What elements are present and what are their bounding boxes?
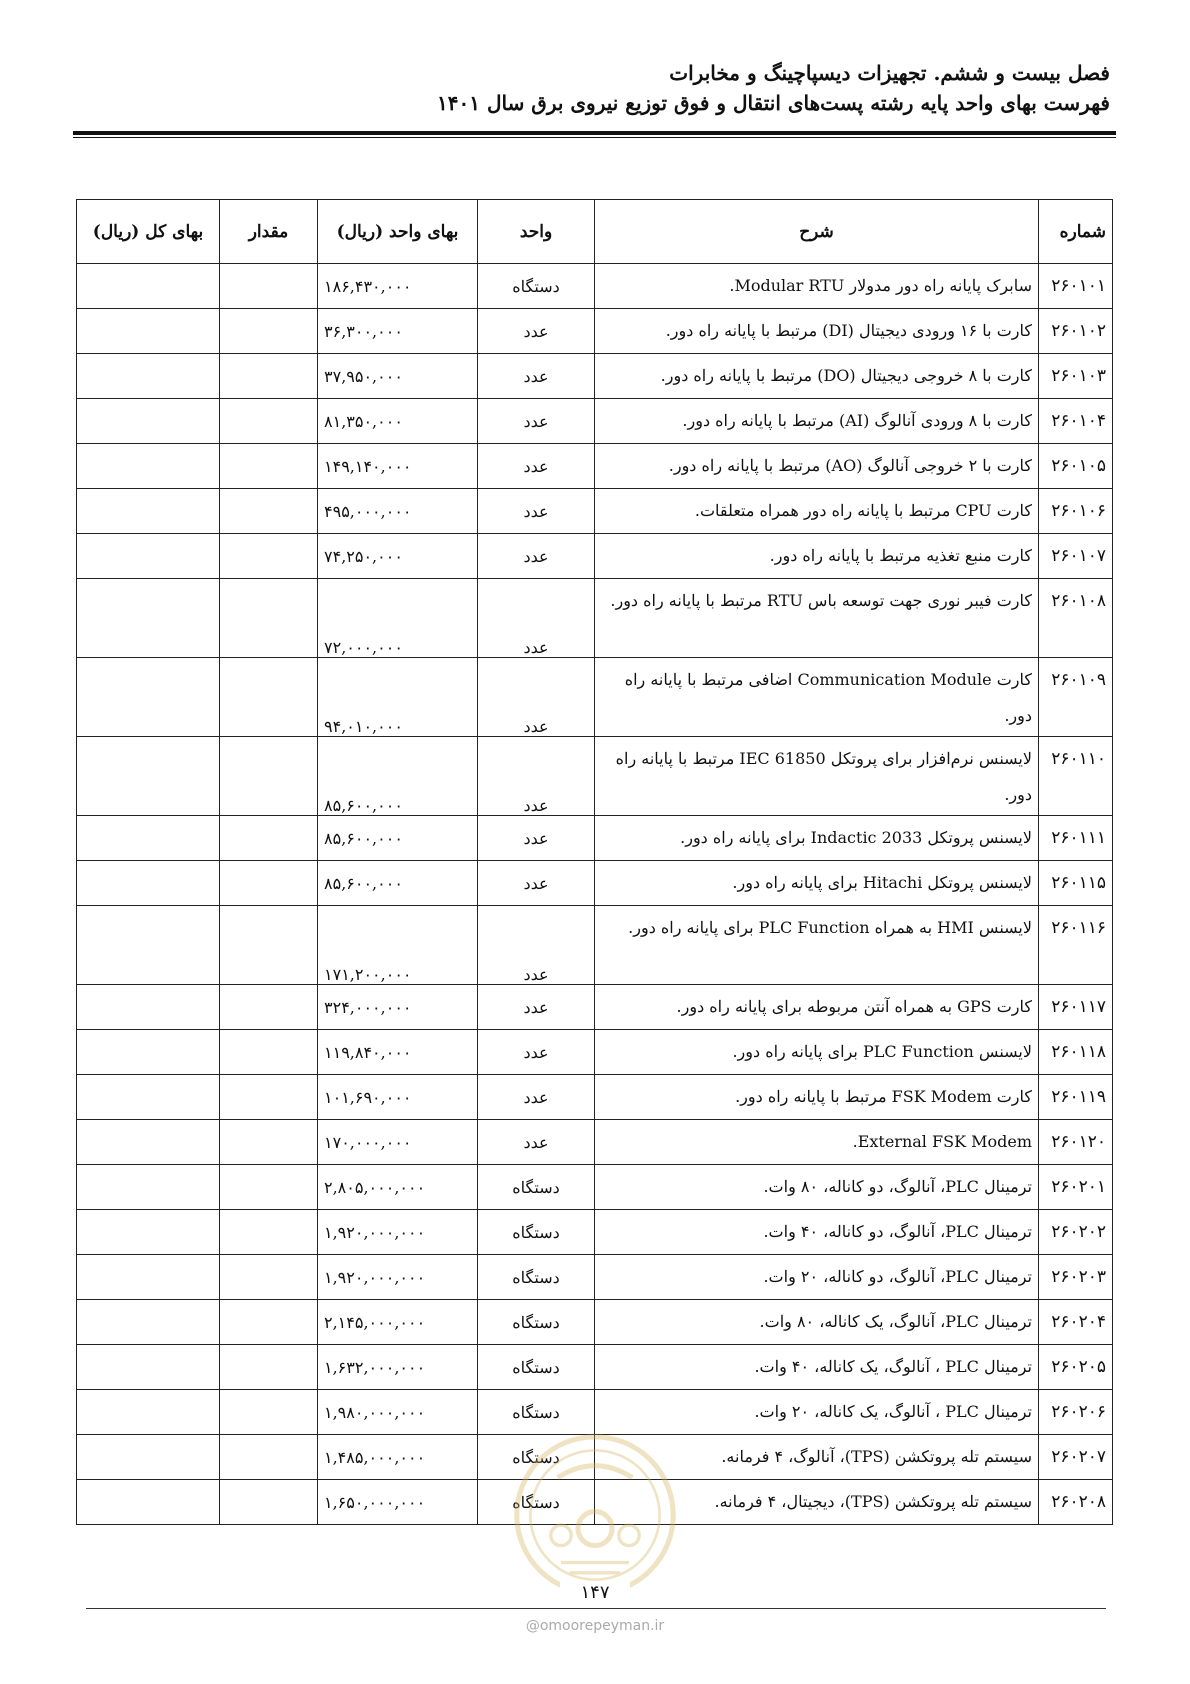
table-row (77, 1300, 1113, 1345)
row-unit: دستگاه (478, 1210, 595, 1255)
row-quantity (220, 1345, 318, 1390)
row-total (77, 489, 220, 534)
chapter-title: فصل بیست و ششم. تجهیزات دیسپاچینگ و مخابرات (669, 61, 1110, 85)
row-unit-price: ۱۴۹,۱۴۰,۰۰۰ (318, 444, 478, 489)
row-unit: عدد (478, 399, 595, 444)
row-quantity (220, 985, 318, 1030)
table-row (77, 985, 1113, 1030)
row-description: کارت با ۸ خروجی دیجیتال (DO) مرتبط با پایانه راه دور. (595, 354, 1039, 399)
table-row (77, 1255, 1113, 1300)
price-list-table (76, 199, 1113, 1525)
row-total (77, 354, 220, 399)
row-number: ۲۶۰۱۱۹ (1039, 1075, 1113, 1120)
row-description: کارت فیبر نوری جهت توسعه باس RTU مرتبط با پایانه راه دور. (595, 579, 1039, 658)
row-description: کارت با ۸ ورودی آنالوگ (AI) مرتبط با پایانه راه دور. (595, 399, 1039, 444)
row-quantity (220, 1030, 318, 1075)
row-unit-price: ۱۷۰,۰۰۰,۰۰۰ (318, 1120, 478, 1165)
row-description: سابرک پایانه راه دور مدولار Modular RTU. (595, 264, 1039, 309)
table-row (77, 1345, 1113, 1390)
row-description: ترمینال PLC، آنالوگ، دو کاناله، ۸۰ وات. (595, 1165, 1039, 1210)
row-unit-price: ۹۴,۰۱۰,۰۰۰ (318, 658, 478, 737)
row-description: کارت FSK Modem مرتبط با پایانه راه دور. (595, 1075, 1039, 1120)
row-unit: عدد (478, 1030, 595, 1075)
row-total (77, 264, 220, 309)
row-number: ۲۶۰۲۰۴ (1039, 1300, 1113, 1345)
row-quantity (220, 1165, 318, 1210)
col-header-total: بهای کل (ریال) (77, 200, 220, 264)
row-description: لایسنس پروتکل Indactic 2033 برای پایانه راه دور. (595, 816, 1039, 861)
row-unit-price: ۱۱۹,۸۴۰,۰۰۰ (318, 1030, 478, 1075)
row-description: ترمینال PLC، آنالوگ، دو کاناله، ۴۰ وات. (595, 1210, 1039, 1255)
row-quantity (220, 309, 318, 354)
table-row (77, 906, 1113, 985)
row-quantity (220, 534, 318, 579)
row-number: ۲۶۰۱۱۱ (1039, 816, 1113, 861)
row-description: کارت با ۱۶ ورودی دیجیتال (DI) مرتبط با پایانه راه دور. (595, 309, 1039, 354)
row-quantity (220, 1075, 318, 1120)
row-number: ۲۶۰۱۰۷ (1039, 534, 1113, 579)
row-unit-price: ۷۲,۰۰۰,۰۰۰ (318, 579, 478, 658)
row-total (77, 1435, 220, 1480)
row-total (77, 658, 220, 737)
row-unit: دستگاه (478, 1165, 595, 1210)
row-unit-price: ۱۷۱,۲۰۰,۰۰۰ (318, 906, 478, 985)
row-unit: دستگاه (478, 1345, 595, 1390)
row-description: لایسنس نرم‌افزار برای پروتکل IEC 61850 مرتبط با پایانه راه دور. (595, 737, 1039, 816)
row-description: کارت GPS به همراه آنتن مربوطه برای پایانه راه دور. (595, 985, 1039, 1030)
row-quantity (220, 264, 318, 309)
row-description: ترمینال PLC، آنالوگ، یک کاناله، ۸۰ وات. (595, 1300, 1039, 1345)
row-total (77, 861, 220, 906)
table-row (77, 1120, 1113, 1165)
row-quantity (220, 1210, 318, 1255)
row-unit: دستگاه (478, 1435, 595, 1480)
row-unit: دستگاه (478, 264, 595, 309)
table-row (77, 1165, 1113, 1210)
row-quantity (220, 1120, 318, 1165)
table-body (77, 264, 1113, 1525)
row-description: External FSK Modem. (595, 1120, 1039, 1165)
row-unit-price: ۳۲۴,۰۰۰,۰۰۰ (318, 985, 478, 1030)
row-number: ۲۶۰۲۰۸ (1039, 1480, 1113, 1525)
row-number: ۲۶۰۱۰۶ (1039, 489, 1113, 534)
col-header-number: شماره (1039, 200, 1113, 264)
table-row (77, 489, 1113, 534)
seal-logo-icon (510, 1430, 680, 1600)
row-number: ۲۶۰۱۰۵ (1039, 444, 1113, 489)
row-unit-price: ۱۸۶,۴۳۰,۰۰۰ (318, 264, 478, 309)
row-quantity (220, 658, 318, 737)
col-header-unit-price: بهای واحد (ریال) (318, 200, 478, 264)
row-quantity (220, 444, 318, 489)
row-unit-price: ۸۵,۶۰۰,۰۰۰ (318, 816, 478, 861)
row-unit-price: ۱,۶۵۰,۰۰۰,۰۰۰ (318, 1480, 478, 1525)
row-unit-price: ۲,۸۰۵,۰۰۰,۰۰۰ (318, 1165, 478, 1210)
table-row (77, 264, 1113, 309)
row-total (77, 579, 220, 658)
row-number: ۲۶۰۲۰۳ (1039, 1255, 1113, 1300)
page-number: ۱۴۷ (560, 1582, 630, 1603)
row-unit-price: ۱,۹۸۰,۰۰۰,۰۰۰ (318, 1390, 478, 1435)
row-unit-price: ۱۰۱,۶۹۰,۰۰۰ (318, 1075, 478, 1120)
row-number: ۲۶۰۱۰۲ (1039, 309, 1113, 354)
row-quantity (220, 1435, 318, 1480)
table-header-row (77, 200, 1113, 264)
table-row (77, 737, 1113, 816)
row-quantity (220, 1300, 318, 1345)
row-quantity (220, 354, 318, 399)
row-quantity (220, 906, 318, 985)
row-quantity (220, 1255, 318, 1300)
row-total (77, 816, 220, 861)
table-row (77, 1210, 1113, 1255)
row-quantity (220, 816, 318, 861)
row-unit: عدد (478, 985, 595, 1030)
header-divider (73, 131, 1116, 135)
row-total (77, 737, 220, 816)
row-quantity (220, 489, 318, 534)
row-total (77, 1165, 220, 1210)
row-unit: عدد (478, 1120, 595, 1165)
row-unit-price: ۳۷,۹۵۰,۰۰۰ (318, 354, 478, 399)
row-description: ترمینال PLC ، آنالوگ، یک کاناله، ۲۰ وات. (595, 1390, 1039, 1435)
row-number: ۲۶۰۱۰۹ (1039, 658, 1113, 737)
row-unit-price: ۱,۹۲۰,۰۰۰,۰۰۰ (318, 1255, 478, 1300)
row-unit-price: ۷۴,۲۵۰,۰۰۰ (318, 534, 478, 579)
row-total (77, 1120, 220, 1165)
row-number: ۲۶۰۲۰۵ (1039, 1345, 1113, 1390)
row-total (77, 1075, 220, 1120)
row-number: ۲۶۰۲۰۶ (1039, 1390, 1113, 1435)
row-quantity (220, 1480, 318, 1525)
table-row (77, 399, 1113, 444)
row-quantity (220, 1390, 318, 1435)
table-row (77, 354, 1113, 399)
row-unit-price: ۸۵,۶۰۰,۰۰۰ (318, 737, 478, 816)
row-number: ۲۶۰۱۰۴ (1039, 399, 1113, 444)
row-unit: عدد (478, 579, 595, 658)
row-total (77, 1480, 220, 1525)
row-total (77, 1255, 220, 1300)
row-total (77, 1345, 220, 1390)
row-number: ۲۶۰۱۰۱ (1039, 264, 1113, 309)
row-unit-price: ۱,۴۸۵,۰۰۰,۰۰۰ (318, 1435, 478, 1480)
row-number: ۲۶۰۱۱۵ (1039, 861, 1113, 906)
col-header-unit: واحد (478, 200, 595, 264)
col-header-quantity: مقدار (220, 200, 318, 264)
row-number: ۲۶۰۱۱۶ (1039, 906, 1113, 985)
row-unit: عدد (478, 489, 595, 534)
document-subtitle: فهرست بهای واحد پایه رشته پست‌های انتقال و فوق توزیع نیروی برق سال ۱۴۰۱ (437, 91, 1110, 115)
row-total (77, 906, 220, 985)
row-total (77, 1300, 220, 1345)
row-unit: عدد (478, 1075, 595, 1120)
row-unit: عدد (478, 658, 595, 737)
page-header (75, 58, 1110, 118)
row-description: ترمینال PLC، آنالوگ، دو کاناله، ۲۰ وات. (595, 1255, 1039, 1300)
table-row (77, 309, 1113, 354)
row-quantity (220, 737, 318, 816)
row-unit: عدد (478, 737, 595, 816)
row-description: ترمینال PLC ، آنالوگ، یک کاناله، ۴۰ وات. (595, 1345, 1039, 1390)
row-unit: عدد (478, 534, 595, 579)
header-divider-thin (73, 137, 1116, 138)
table-row (77, 579, 1113, 658)
row-total (77, 309, 220, 354)
row-number: ۲۶۰۱۱۸ (1039, 1030, 1113, 1075)
row-unit-price: ۱,۶۳۲,۰۰۰,۰۰۰ (318, 1345, 478, 1390)
row-number: ۲۶۰۱۰۸ (1039, 579, 1113, 658)
row-unit: عدد (478, 906, 595, 985)
row-number: ۲۶۰۱۲۰ (1039, 1120, 1113, 1165)
row-description: لایسنس PLC Function برای پایانه راه دور. (595, 1030, 1039, 1075)
table-row (77, 1075, 1113, 1120)
row-description: کارت CPU مرتبط با پایانه راه دور همراه متعلقات. (595, 489, 1039, 534)
row-description: کارت Communication Module اضافی مرتبط با پایانه راه دور. (595, 658, 1039, 737)
row-unit-price: ۱,۹۲۰,۰۰۰,۰۰۰ (318, 1210, 478, 1255)
row-total (77, 399, 220, 444)
row-description: کارت منبع تغذیه مرتبط با پایانه راه دور. (595, 534, 1039, 579)
row-number: ۲۶۰۲۰۷ (1039, 1435, 1113, 1480)
table-row (77, 861, 1113, 906)
row-unit: دستگاه (478, 1390, 595, 1435)
table-row (77, 534, 1113, 579)
table-row (77, 816, 1113, 861)
row-unit-price: ۲,۱۴۵,۰۰۰,۰۰۰ (318, 1300, 478, 1345)
row-quantity (220, 861, 318, 906)
row-total (77, 444, 220, 489)
table-row (77, 1390, 1113, 1435)
row-unit: عدد (478, 816, 595, 861)
row-number: ۲۶۰۱۱۷ (1039, 985, 1113, 1030)
row-total (77, 1030, 220, 1075)
row-description: سیستم تله پروتکشن (TPS)، آنالوگ، ۴ فرمانه. (595, 1435, 1039, 1480)
row-unit: عدد (478, 444, 595, 489)
row-unit-price: ۴۹۵,۰۰۰,۰۰۰ (318, 489, 478, 534)
row-description: لایسنس HMI به همراه PLC Function برای پایانه راه دور. (595, 906, 1039, 985)
row-number: ۲۶۰۱۰۳ (1039, 354, 1113, 399)
row-description: کارت با ۲ خروجی آنالوگ (AO) مرتبط با پایانه راه دور. (595, 444, 1039, 489)
row-number: ۲۶۰۱۱۰ (1039, 737, 1113, 816)
website-watermark: @omoorepeyman.ir (525, 1618, 665, 1634)
row-quantity (220, 399, 318, 444)
table-row (77, 444, 1113, 489)
row-unit: دستگاه (478, 1255, 595, 1300)
row-total (77, 534, 220, 579)
row-unit: عدد (478, 354, 595, 399)
row-number: ۲۶۰۲۰۲ (1039, 1210, 1113, 1255)
row-total (77, 1390, 220, 1435)
row-total (77, 985, 220, 1030)
row-description: سیستم تله پروتکشن (TPS)، دیجیتال، ۴ فرمانه. (595, 1480, 1039, 1525)
table-row (77, 1030, 1113, 1075)
row-unit: عدد (478, 861, 595, 906)
row-unit-price: ۳۶,۳۰۰,۰۰۰ (318, 309, 478, 354)
row-total (77, 1210, 220, 1255)
table-row (77, 658, 1113, 737)
footer-divider (86, 1608, 1106, 1609)
row-unit-price: ۸۱,۳۵۰,۰۰۰ (318, 399, 478, 444)
row-unit: عدد (478, 309, 595, 354)
row-quantity (220, 579, 318, 658)
row-unit: دستگاه (478, 1480, 595, 1525)
row-number: ۲۶۰۲۰۱ (1039, 1165, 1113, 1210)
row-description: لایسنس پروتکل Hitachi برای پایانه راه دور. (595, 861, 1039, 906)
row-unit: دستگاه (478, 1300, 595, 1345)
row-unit-price: ۸۵,۶۰۰,۰۰۰ (318, 861, 478, 906)
col-header-description: شرح (595, 200, 1039, 264)
